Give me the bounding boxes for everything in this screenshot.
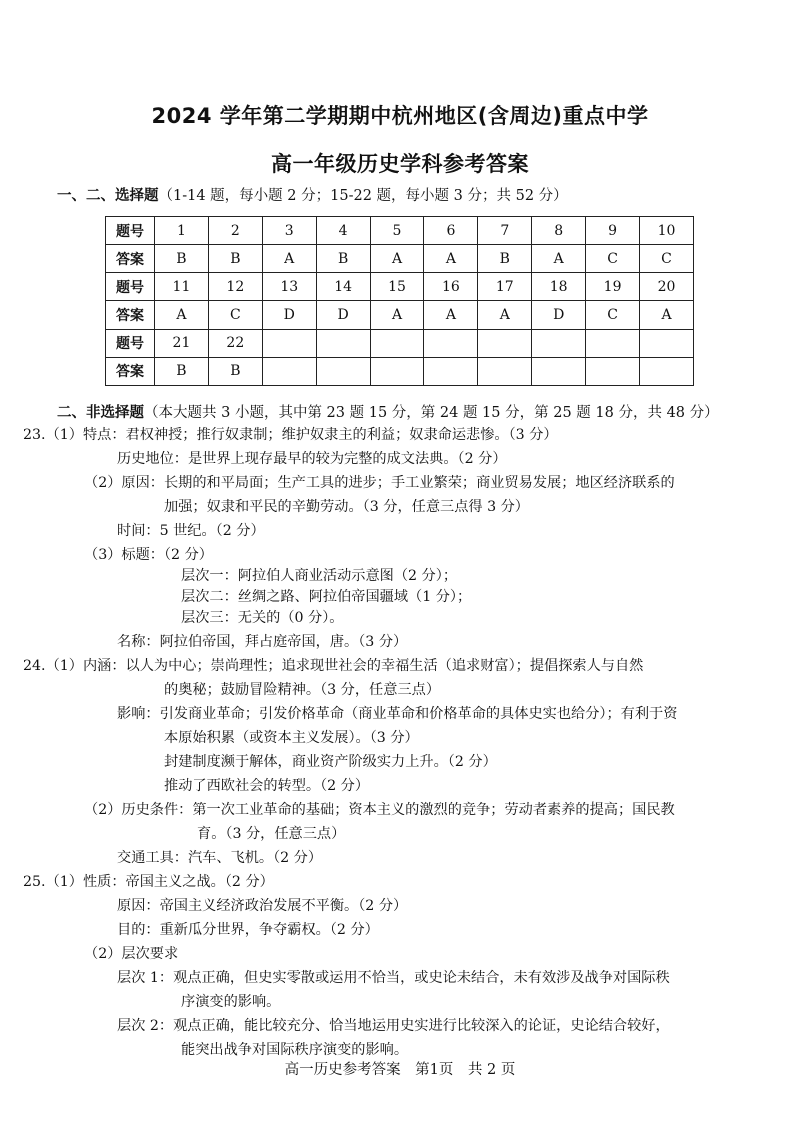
- answer-row: [106, 245, 694, 273]
- answer-line: 24.（1）内涵：以人为中心；崇尚理性；追求现世社会的幸福生活（追求财富）；提倡探索人与自然: [23, 658, 644, 674]
- answer-line: 名称：阿拉伯帝国，拜占庭帝国，唐。（3 分）: [117, 634, 408, 650]
- answer-label: 答案: [106, 301, 155, 329]
- question-number-cell: 5: [370, 217, 424, 245]
- section-essay-header: [57, 401, 719, 422]
- question-number-cell: 1: [155, 217, 209, 245]
- question-number-label: 题号: [106, 217, 155, 245]
- question-number-cell: 4: [316, 217, 370, 245]
- answer-line: 能突出战争对国际秩序演变的影响。: [181, 1042, 409, 1058]
- answer-cell: [262, 357, 316, 385]
- answer-line: 育。（3 分，任意三点）: [197, 826, 346, 842]
- answer-cell: [316, 357, 370, 385]
- answer-line: （3）标题：（2 分）: [84, 547, 213, 563]
- answer-cell: A: [424, 245, 478, 273]
- answer-line: 历史地位：是世界上现存最早的较为完整的成文法典。（2 分）: [117, 451, 507, 467]
- answer-label: 答案: [106, 357, 155, 385]
- answer-line: 层次一：阿拉伯人商业活动示意图（2 分）；: [181, 568, 458, 584]
- answer-line: 的奥秘；鼓励冒险精神。（3 分，任意三点）: [164, 682, 441, 698]
- answer-line: （2）层次要求: [84, 946, 179, 962]
- answer-cell: D: [316, 301, 370, 329]
- page-footer: 高一历史参考答案 第1页 共 2 页: [284, 1062, 516, 1078]
- answer-line: 23.（1）特点：君权神授；推行奴隶制；维护奴隶主的利益；奴隶命运悲惨。（3 分）: [23, 427, 558, 443]
- question-number-cell: 14: [316, 273, 370, 301]
- answer-cell: C: [586, 245, 640, 273]
- answer-line: 时间：5 世纪。（2 分）: [117, 523, 265, 539]
- answer-cell: A: [370, 245, 424, 273]
- question-number-cell: 20: [640, 273, 694, 301]
- question-number-row: [106, 329, 694, 357]
- question-number-label: 题号: [106, 329, 155, 357]
- answer-line: 层次三：无关的（0 分）。: [181, 610, 344, 626]
- question-number-cell: [316, 329, 370, 357]
- section-essay-note: （本大题共 3 小题，其中第 23 题 15 分，第 24 题 15 分，第 25 题 18 分，共 48 分）: [144, 405, 719, 421]
- question-number-cell: 18: [532, 273, 586, 301]
- answer-cell: C: [208, 301, 262, 329]
- question-number-cell: [262, 329, 316, 357]
- question-number-cell: 6: [424, 217, 478, 245]
- section-choice-note: （1-14 题，每小题 2 分；15-22 题，每小题 3 分；共 52 分）: [158, 188, 568, 204]
- question-number-cell: 2: [208, 217, 262, 245]
- answer-line: 原因：帝国主义经济政治发展不平衡。（2 分）: [117, 898, 408, 914]
- question-number-cell: 22: [208, 329, 262, 357]
- answer-row: [106, 301, 694, 329]
- answer-line: 封建制度濒于解体，商业资产阶级实力上升。（2 分）: [164, 754, 497, 770]
- answer-cell: B: [208, 245, 262, 273]
- answer-label: 答案: [106, 245, 155, 273]
- answer-line: 推动了西欧社会的转型。（2 分）: [164, 778, 370, 794]
- answer-cell: A: [424, 301, 478, 329]
- answer-cell: C: [640, 245, 694, 273]
- question-number-label: 题号: [106, 273, 155, 301]
- answer-cell: B: [478, 245, 532, 273]
- question-number-cell: 3: [262, 217, 316, 245]
- question-number-cell: [478, 329, 532, 357]
- question-number-row: [106, 273, 694, 301]
- question-number-cell: [532, 329, 586, 357]
- answer-cell: [532, 357, 586, 385]
- answer-cell: [478, 357, 532, 385]
- section-essay-heading: 二、非选择题: [57, 405, 144, 421]
- question-number-cell: 12: [208, 273, 262, 301]
- answer-line: 目的：重新瓜分世界，争夺霸权。（2 分）: [117, 922, 379, 938]
- question-number-cell: 16: [424, 273, 478, 301]
- answer-line: 加强；奴隶和平民的辛勤劳动。（3 分，任意三点得 3 分）: [164, 499, 529, 515]
- question-number-cell: 9: [586, 217, 640, 245]
- question-number-cell: [424, 329, 478, 357]
- answer-cell: A: [478, 301, 532, 329]
- question-number-cell: 17: [478, 273, 532, 301]
- answer-cell: [424, 357, 478, 385]
- answer-line: 层次 1：观点正确，但史实零散或运用不恰当，或史论未结合，未有效涉及战争对国际秩: [117, 970, 670, 986]
- answer-cell: A: [370, 301, 424, 329]
- question-number-cell: 7: [478, 217, 532, 245]
- answer-cell: A: [262, 245, 316, 273]
- question-number-cell: [640, 329, 694, 357]
- answer-line: 影响：引发商业革命；引发价格革命（商业革命和价格革命的具体史实也给分）；有利于资: [117, 706, 678, 722]
- answer-table: [105, 216, 694, 386]
- document-subtitle: 高一年级历史学科参考答案: [271, 152, 529, 176]
- answer-line: 层次二：丝绸之路、阿拉伯帝国疆域（1 分）；: [181, 589, 472, 605]
- answer-cell: A: [155, 301, 209, 329]
- question-number-cell: 10: [640, 217, 694, 245]
- answer-line: 序演变的影响。: [181, 994, 281, 1010]
- answer-cell: B: [155, 357, 209, 385]
- answer-cell: D: [532, 301, 586, 329]
- answer-line: （2）历史条件：第一次工业革命的基础；资本主义的激烈的竞争；劳动者素养的提高；国民教: [84, 802, 675, 818]
- answer-cell: [586, 357, 640, 385]
- answer-line: 25.（1）性质：帝国主义之战。（2 分）: [23, 874, 274, 890]
- answer-line: 本原始积累（或资本主义发展）。（3 分）: [164, 730, 419, 746]
- question-number-cell: 13: [262, 273, 316, 301]
- answer-line: 层次 2：观点正确，能比较充分、恰当地运用史实进行比较深入的论证，史论结合较好，: [117, 1018, 670, 1034]
- answer-cell: C: [586, 301, 640, 329]
- answer-cell: D: [262, 301, 316, 329]
- answer-row: [106, 357, 694, 385]
- question-number-cell: 11: [155, 273, 209, 301]
- section-choice-heading: 一、二、选择题: [57, 188, 159, 204]
- document-title: 2024 学年第二学期期中杭州地区(含周边)重点中学: [151, 104, 649, 128]
- answer-cell: B: [155, 245, 209, 273]
- question-number-cell: 21: [155, 329, 209, 357]
- answer-cell: A: [532, 245, 586, 273]
- question-number-row: [106, 217, 694, 245]
- question-number-cell: 8: [532, 217, 586, 245]
- answer-line: 交通工具：汽车、飞机。（2 分）: [117, 850, 323, 866]
- section-choice-header: [57, 184, 568, 205]
- question-number-cell: [586, 329, 640, 357]
- answer-line: （2）原因：长期的和平局面；生产工具的进步；手工业繁荣；商业贸易发展；地区经济联系的: [84, 475, 675, 491]
- question-number-cell: 15: [370, 273, 424, 301]
- answer-cell: B: [316, 245, 370, 273]
- answer-cell: [370, 357, 424, 385]
- question-number-cell: 19: [586, 273, 640, 301]
- answer-cell: B: [208, 357, 262, 385]
- question-number-cell: [370, 329, 424, 357]
- answer-cell: [640, 357, 694, 385]
- answer-cell: A: [640, 301, 694, 329]
